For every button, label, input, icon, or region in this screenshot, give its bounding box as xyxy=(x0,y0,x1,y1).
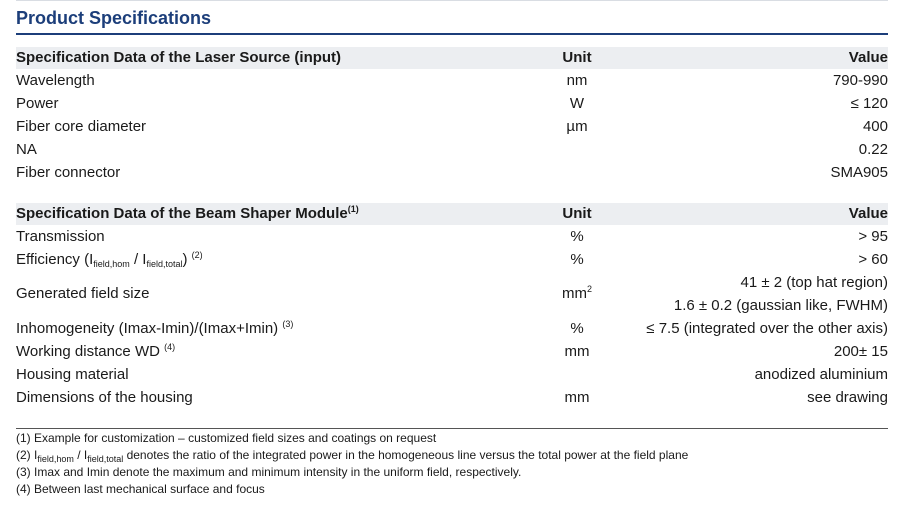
footnotes xyxy=(16,430,888,498)
table-header-row xyxy=(16,203,888,225)
row-unit: % xyxy=(570,320,584,337)
row-value: ≤ 120 xyxy=(850,95,888,112)
table-row xyxy=(16,115,888,138)
table-row xyxy=(16,92,888,115)
row-label: Wavelength xyxy=(16,72,95,89)
row-label: Efficiency $(I_{field,hom} / I_{field,total})$ $^{(2)}$ xyxy=(16,250,203,269)
table-header-row xyxy=(16,47,888,69)
table-row xyxy=(16,317,888,340)
header-unit: Unit xyxy=(562,49,592,66)
footnote-ref: (3) xyxy=(282,319,294,329)
row-unit: µm xyxy=(566,118,588,135)
row-unit: mm xyxy=(564,389,590,406)
row-value: see drawing xyxy=(807,389,888,406)
header-unit: Unit xyxy=(562,205,592,222)
table-row xyxy=(16,386,888,409)
footnote-3: (3) Imax and Imin denote the maximum and minimum intensity in the uniform field, respectively. xyxy=(16,465,522,479)
row-label: Fiber core diameter xyxy=(16,118,147,135)
row-value: anodized aluminium xyxy=(754,366,888,383)
footnote-1: (1) Example for customization – customized field sizes and coatings on request xyxy=(16,431,437,445)
value-line: 1.6 ± 0.2 (gaussian like, FWHM) xyxy=(673,297,888,314)
title-underline xyxy=(16,33,888,35)
row-value: > 60 xyxy=(858,251,888,268)
header-value: Value xyxy=(848,205,888,222)
row-value xyxy=(674,271,888,317)
row-label: Working distance WD $^{(4)}$ xyxy=(16,342,176,360)
row-label: Housing material xyxy=(16,366,129,383)
row-unit: mm xyxy=(564,343,590,360)
row-unit: nm xyxy=(566,72,588,89)
row-label: Inhomogeneity (Imax-Imin)/(Imax+Imin) $^{(3)}$ xyxy=(16,319,294,337)
table-row xyxy=(16,248,888,271)
beam-shaper-table xyxy=(16,203,888,409)
table-row xyxy=(16,225,888,248)
row-label: NA xyxy=(16,141,37,158)
row-label: Generated field size xyxy=(16,285,150,302)
footnote-ref: (2) xyxy=(191,250,203,260)
row-label: Dimensions of the housing xyxy=(16,389,193,406)
table-row xyxy=(16,69,888,92)
header-label: Specification Data of the Beam Shaper Module$^{(1)}$ xyxy=(16,204,359,222)
row-unit: % xyxy=(570,251,584,268)
row-value: > 95 xyxy=(858,228,888,245)
page-title: Product Specifications xyxy=(16,8,212,28)
footnote-4: (4) Between last mechanical surface and focus xyxy=(16,482,265,496)
row-label: Transmission xyxy=(16,228,105,245)
row-value: SMA905 xyxy=(830,164,888,181)
footnote-2: (2) $I_{field,hom} / I_{field,total}$ denotes the ratio of the integrated power in the homogeneous line versus the total power at the field plane xyxy=(16,448,689,464)
table-row xyxy=(16,271,888,317)
row-value: 400 xyxy=(862,118,888,135)
top-divider xyxy=(16,0,888,1)
header-label: Specification Data of the Laser Source (input) xyxy=(16,49,342,66)
row-value: ≤ 7.5 (integrated over the other axis) xyxy=(646,320,888,337)
table-row xyxy=(16,340,888,363)
footnote-divider xyxy=(16,428,888,429)
row-unit: $mm^2$ xyxy=(561,284,592,302)
value-line: 41 ± 2 (top hat region) xyxy=(740,274,888,291)
footnote-ref: (1) xyxy=(347,204,359,214)
row-unit: % xyxy=(570,228,584,245)
row-value: 790-990 xyxy=(832,72,888,89)
table-row xyxy=(16,161,888,184)
table-row xyxy=(16,138,888,161)
row-value: 0.22 xyxy=(858,141,888,158)
row-unit: W xyxy=(569,95,585,112)
footnote-ref: (4) xyxy=(164,342,176,352)
row-value: 200± 15 xyxy=(833,343,888,360)
header-value: Value xyxy=(848,49,888,66)
table-row xyxy=(16,363,888,386)
laser-source-table xyxy=(16,47,888,184)
row-label: Fiber connector xyxy=(16,164,121,181)
row-label: Power xyxy=(16,95,59,112)
